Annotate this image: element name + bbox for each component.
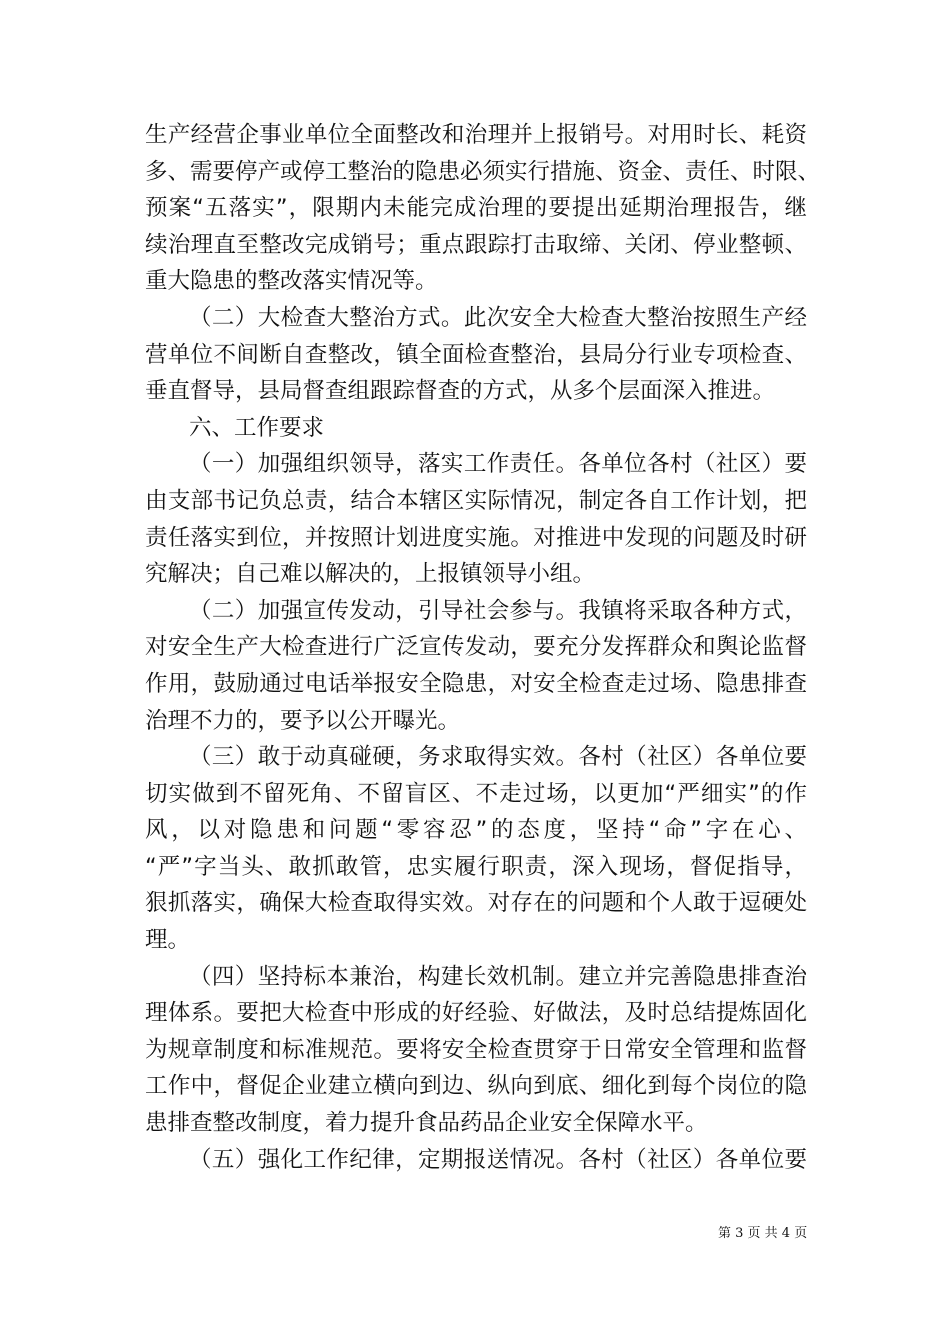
text-line: 营单位不间断自查整改，镇全面检查整治，县局分行业专项检查、 [145,341,807,368]
text-line: 狠抓落实，确保大检查取得实效。对存在的问题和个人敢于逗硬处 [145,890,807,917]
text-line: 理。 [145,927,191,954]
text-line: 由支部书记负总责，结合本辖区实际情况，制定各自工作计划，把 [145,487,807,514]
text-line: （一）加强组织领导，落实工作责任。各单位各村（社区）要 [189,451,807,478]
text-line: （三）敢于动真碰硬，务求取得实效。各村（社区）各单位要 [189,744,807,771]
text-line: 预案“五落实”，限期内未能完成治理的要提出延期治理报告，继 [145,195,807,222]
text-line: 重大隐患的整改落实情况等。 [145,268,438,295]
text-line: 理体系。要把大检查中形成的好经验、好做法，及时总结提炼固化 [145,1000,807,1027]
text-line: 责任落实到位，并按照计划进度实施。对推进中发现的问题及时研 [145,524,807,551]
text-line: （四）坚持标本兼治，构建长效机制。建立并完善隐患排查治 [189,963,807,990]
text-line: “严”字当头、敢抓敢管，忠实履行职责，深入现场，督促指导， [145,853,807,880]
page-number: 第 3 页 共 4 页 [718,1226,808,1241]
section-heading: 六、工作要求 [189,414,325,441]
text-line: 究解决；自己难以解决的，上报镇领导小组。 [145,561,596,588]
text-line: 垂直督导，县局督查组跟踪督查的方式，从多个层面深入推进。 [145,378,776,405]
document-body [145,117,821,1178]
text-line: 治理不力的，要予以公开曝光。 [145,707,461,734]
text-line: 作用，鼓励通过电话举报安全隐患，对安全检查走过场、隐患排查 [145,670,807,697]
text-line: 风，以对隐患和问题“零容忍”的态度，坚持“命”字在心、 [145,817,807,844]
text-line: 多、需要停产或停工整治的隐患必须实行措施、资金、责任、时限、 [145,158,821,185]
text-line: 患排查整改制度，着力提升食品药品企业安全保障水平。 [145,1110,708,1137]
text-line: （二）加强宣传发动，引导社会参与。我镇将采取各种方式， [189,597,807,624]
text-line: 续治理直至整改完成销号；重点跟踪打击取缔、关闭、停业整顿、 [145,231,807,258]
text-line: 对安全生产大检查进行广泛宣传发动，要充分发挥群众和舆论监督 [145,634,807,661]
text-line: 切实做到不留死角、不留盲区、不走过场，以更加“严细实”的作 [145,780,807,807]
text-line: （二）大检查大整治方式。此次安全大检查大整治按照生产经 [189,304,807,331]
text-line: （五）强化工作纪律，定期报送情况。各村（社区）各单位要 [189,1146,807,1173]
text-line: 生产经营企事业单位全面整改和治理并上报销号。对用时长、耗资 [145,122,807,148]
text-line: 工作中，督促企业建立横向到边、纵向到底、细化到每个岗位的隐 [145,1073,807,1100]
text-line: 为规章制度和标准规范。要将安全检查贯穿于日常安全管理和监督 [145,1036,807,1063]
